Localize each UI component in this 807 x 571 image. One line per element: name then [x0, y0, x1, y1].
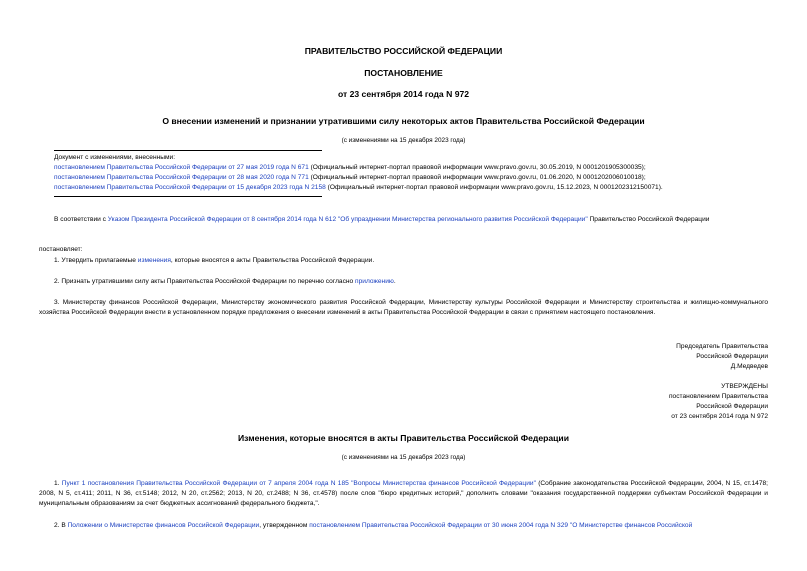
approved-date: от 23 сентября 2014 года N 972	[671, 413, 768, 420]
changes-box	[54, 153, 774, 193]
signature-name: Д.Медведев	[730, 363, 768, 370]
item-1: 1. Утвердить прилагаемые изменения, которые вносятся в акты Правительства Российской Федерации.	[54, 257, 375, 264]
edition-note: (с изменениями на 15 декабря 2023 года)	[341, 137, 466, 144]
regulation-link[interactable]: Положении о Министерстве финансов Российской Федерации	[67, 522, 260, 529]
changes-item: постановлением Правительства Российской Федерации от 28 мая 2020 года N 771 (Официальный интернет-портал правовой информации www.pravo.gov.ru, 01.06.2020, N 0001202006010018);	[54, 174, 646, 181]
preamble: В соответствии с Указом Президента Российской Федерации от 8 сентября 2014 года N 612 "Об упразднении Министерства регионального развития Российской Федерации" Правительство Российской Федерации	[54, 216, 710, 223]
changes-item: постановлением Правительства Российской Федерации от 27 мая 2019 года N 671 (Официальный интернет-портал правовой информации www.pravo.gov.ru, 30.05.2019, N 0001201905300035);	[54, 164, 646, 171]
item-2: 2. Признать утратившими силу акты Правительства Российской Федерации по перечню согласно приложению.	[54, 278, 396, 285]
amendment-link[interactable]: постановлением Правительства Российской Федерации от 15 декабря 2023 года N 2158	[54, 184, 326, 191]
signature-country: Российской Федерации	[696, 353, 768, 360]
resolution-link[interactable]: Пункт 1 постановления Правительства Российской Федерации от 7 апреля 2004 года N 185	[61, 480, 349, 487]
approved-block	[669, 382, 768, 422]
changes-box-top-rule	[54, 150, 322, 151]
changes-section-edition: (с изменениями на 15 декабря 2023 года)	[341, 454, 466, 461]
signature-position: Председатель Правительства	[676, 343, 768, 350]
appendix-link[interactable]: приложению	[355, 278, 394, 285]
government-heading: ПРАВИТЕЛЬСТВО РОССИЙСКОЙ ФЕДЕРАЦИИ	[304, 46, 503, 56]
changes-item: постановлением Правительства Российской Федерации от 15 декабря 2023 года N 2158 (Официальный интернет-портал правовой информации www.pravo.gov.ru, 15.12.2023, N 0001202312150071).	[54, 184, 663, 191]
changes-box-intro: Документ с изменениями, внесенными:	[54, 154, 176, 161]
decides-word: постановляет:	[39, 246, 83, 253]
document-type: ПОСТАНОВЛЕНИЕ	[364, 68, 443, 78]
changes-section-title: Изменения, которые вносятся в акты Правительства Российской Федерации	[237, 433, 569, 443]
approved-country: Российской Федерации	[696, 403, 768, 410]
amendment-link[interactable]: постановлением Правительства Российской Федерации от 27 мая 2019 года N 671	[54, 164, 309, 171]
changes-link[interactable]: изменения	[137, 257, 171, 264]
resolution-title-link[interactable]: "Вопросы Министерства финансов Российской Федерации"	[351, 480, 536, 487]
change-2: 2. В Положении о Министерстве финансов Российской Федерации, утвержденном постановлением Правительства Российской Федерации от 30 июня 2004 года N 329 "О Министерстве финансов Российской	[54, 522, 693, 529]
document-title: О внесении изменений и признании утратившими силу некоторых актов Правительства Российской Федерации	[162, 116, 645, 126]
document-date-number: от 23 сентября 2014 года N 972	[337, 89, 470, 99]
approved-label: УТВЕРЖДЕНЫ	[721, 383, 768, 390]
amendment-link[interactable]: постановлением Правительства Российской Федерации от 28 мая 2020 года N 771	[54, 174, 309, 181]
change-1: 1. Пункт 1 постановления Правительства Российской Федерации от 7 апреля 2004 года N 185 "Вопросы Министерства финансов Российской Федерации" (Собрание законодательства Российской Федерации, 2004, N 15, ст.1478; 2008, N 5, ст.411; 2011, N 36, ст.5148; 2012, N 20, ст.2562; 2013, N 20, ст.2488; N 36, ст.4578) после слов "бюро кредитных историй," дополнить словами "оказания государственной поддержки субъектам Российской Федерации и муниципальным образованиям за счет бюджетных ассигнований федерального бюджета,".	[39, 480, 768, 507]
decree-link[interactable]: Указом Президента Российской Федерации от 8 сентября 2014 года N 612 "Об упразднении Министерства регионального развития Российской Федерации"	[107, 216, 588, 223]
resolution-link[interactable]: постановлением Правительства Российской Федерации от 30 июня 2004 года N 329 "О Министерстве финансов Российской	[309, 522, 693, 529]
signature-block	[676, 342, 768, 372]
approved-by: постановлением Правительства	[668, 393, 768, 400]
changes-box-bottom-rule	[54, 196, 322, 197]
item-3: 3. Министерству финансов Российской Федерации, Министерству экономического развития Российской Федерации, Министерству культуры Российской Федерации и Министерству строительства и жилищно-коммунального хозяйства Российской Федерации внести в установленном порядке предложения о внесении изменений в акты Правительства Российской Федерации в связи с принятием настоящего постановления.	[39, 299, 768, 316]
